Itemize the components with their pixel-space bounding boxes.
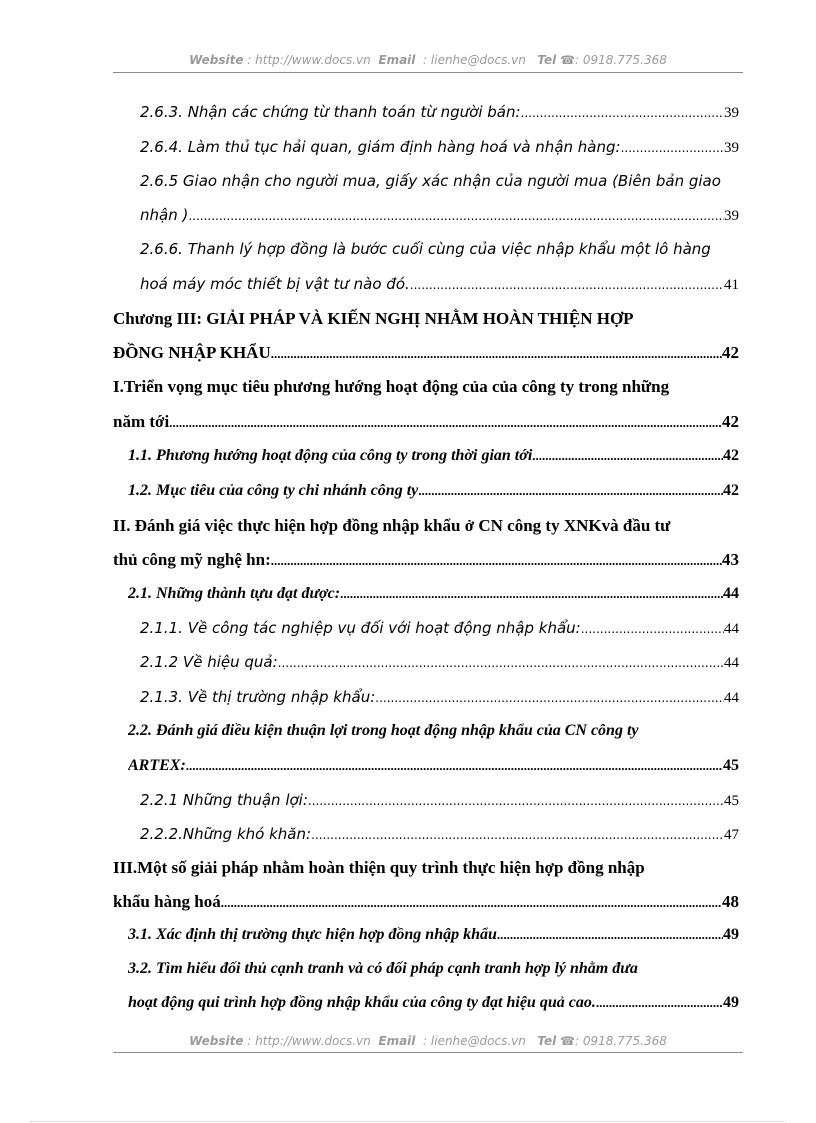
toc-entry[interactable] bbox=[140, 237, 739, 261]
toc-leader-dots bbox=[188, 204, 724, 227]
toc-entry-text: 3.2. Tìm hiểu đối thủ cạnh tranh và có đối pháp cạnh tranh hợp lý nhằm đưa bbox=[128, 960, 638, 977]
toc-leader-dots bbox=[418, 479, 723, 503]
toc-entry-text: Chương III: GIẢI PHÁP VÀ KIẾN NGHỊ NHẰM HOÀN THIỆN HỢP bbox=[113, 309, 634, 328]
toc-entry-text: nhận ) bbox=[140, 206, 189, 224]
toc-page-number: 44 bbox=[724, 690, 739, 706]
header-email-label: Email bbox=[378, 53, 416, 67]
toc-entry-text: 2.1.3. Về thị trường nhập khẩu: bbox=[140, 688, 376, 706]
toc-entry[interactable] bbox=[113, 375, 739, 399]
toc-page-number: 42 bbox=[722, 343, 739, 362]
toc-leader-dots bbox=[271, 342, 722, 365]
toc-leader-dots bbox=[340, 582, 723, 606]
toc-entry-text: 2.2. Đánh giá điều kiện thuận lợi trong hoạt động nhập khẩu của CN công ty bbox=[128, 722, 639, 739]
footer-website-label: Website bbox=[189, 1034, 244, 1048]
page-edge bbox=[30, 1121, 786, 1122]
toc-leader-dots bbox=[581, 617, 724, 640]
toc-entry[interactable] bbox=[140, 100, 739, 124]
footer-email-value[interactable]: : lienhe@docs.vn bbox=[423, 1034, 526, 1048]
toc-page-number: 45 bbox=[724, 793, 739, 809]
phone-icon: ☎ bbox=[560, 1034, 576, 1048]
toc-leader-dots bbox=[186, 754, 723, 778]
toc-page-number: 45 bbox=[723, 757, 739, 774]
toc-leader-dots bbox=[497, 923, 723, 947]
toc-leader-dots bbox=[532, 444, 723, 468]
toc-entry[interactable] bbox=[128, 754, 739, 778]
toc-entry-text: 2.1.1. Về công tác nghiệp vụ đối với hoạt động nhập khẩu: bbox=[140, 619, 581, 637]
toc-entry[interactable] bbox=[128, 719, 739, 743]
toc-entry[interactable] bbox=[113, 307, 739, 331]
toc-entry[interactable] bbox=[140, 135, 739, 159]
toc-page-number: 39 bbox=[724, 208, 739, 224]
toc-page-number: 44 bbox=[724, 655, 739, 671]
toc-page-number: 39 bbox=[724, 105, 739, 121]
toc-entry[interactable] bbox=[140, 203, 739, 227]
toc-entry[interactable] bbox=[140, 272, 739, 296]
toc-entry[interactable] bbox=[128, 582, 739, 606]
toc-entry-text: 2.2.2.Những khó khăn: bbox=[140, 825, 312, 843]
toc-entry[interactable] bbox=[140, 822, 739, 846]
toc-entry[interactable] bbox=[128, 444, 739, 468]
toc-entry-text: 2.6.3. Nhận các chứng từ thanh toán từ người bán: bbox=[140, 103, 521, 121]
toc-entry[interactable] bbox=[140, 616, 739, 640]
toc-leader-dots bbox=[311, 823, 724, 846]
toc-entry[interactable] bbox=[128, 991, 739, 1015]
toc-entry-text: 2.1. Những thành tựu đạt được: bbox=[128, 585, 341, 602]
toc-page-number: 48 bbox=[722, 892, 739, 911]
footer-website-value[interactable]: : http://www.docs.vn bbox=[247, 1034, 371, 1048]
toc-entry[interactable] bbox=[113, 341, 739, 365]
toc-leader-dots bbox=[375, 686, 724, 709]
toc-page-number: 49 bbox=[723, 994, 739, 1011]
toc-entry[interactable] bbox=[113, 410, 739, 434]
toc-entry[interactable] bbox=[140, 685, 739, 709]
toc-entry[interactable] bbox=[140, 169, 739, 193]
toc-entry-text: 2.1.2 Về hiệu quả: bbox=[140, 653, 278, 671]
footer-email-label: Email bbox=[378, 1034, 416, 1048]
toc-entry-text: khẩu hàng hoá bbox=[113, 892, 221, 911]
footer-tel-label: Tel bbox=[537, 1034, 557, 1048]
toc-leader-dots bbox=[271, 549, 722, 572]
toc-page-number: 42 bbox=[723, 482, 739, 499]
header-tel-value: : 0918.775.368 bbox=[575, 53, 667, 67]
toc-entry[interactable] bbox=[128, 479, 739, 503]
toc-entry-text: 2.6.5 Giao nhận cho người mua, giấy xác nhận của người mua (Biên bản giao bbox=[140, 172, 721, 190]
toc-entry-text: thủ công mỹ nghệ hn: bbox=[113, 550, 271, 569]
toc-entry[interactable] bbox=[128, 923, 739, 947]
footer-tel-value: : 0918.775.368 bbox=[575, 1034, 667, 1048]
toc-page-number: 42 bbox=[722, 412, 739, 431]
toc-page-number: 44 bbox=[723, 585, 739, 602]
toc-entry[interactable] bbox=[113, 890, 739, 914]
toc-entry-text: 2.6.6. Thanh lý hợp đồng là bước cuối cùng của việc nhập khẩu một lô hàng bbox=[140, 240, 711, 258]
toc-entry-text: I.Triển vọng mục tiêu phương hướng hoạt động của của công ty trong những bbox=[113, 377, 670, 396]
toc-entry-text: 2.2.1 Những thuận lợi: bbox=[140, 791, 308, 809]
toc-entry-text: ĐỒNG NHẬP KHẨU bbox=[113, 343, 271, 362]
toc-entry-text: năm tới bbox=[113, 412, 170, 431]
toc-leader-dots bbox=[308, 789, 724, 812]
toc-entry-text: II. Đánh giá việc thực hiện hợp đồng nhập khẩu ở CN công ty XNKvà đầu tư bbox=[113, 516, 671, 535]
footer-rule bbox=[113, 1052, 743, 1053]
header-website-value[interactable]: : http://www.docs.vn bbox=[247, 53, 371, 67]
phone-icon: ☎ bbox=[560, 53, 576, 67]
toc-page-number: 41 bbox=[724, 277, 739, 293]
toc-leader-dots bbox=[621, 136, 724, 159]
toc-entry-text: 1.2. Mục tiêu của công ty chi nhánh công ty bbox=[128, 482, 419, 499]
toc-entry-text: 1.1. Phương hướng hoạt động của công ty trong thời gian tới bbox=[128, 447, 533, 464]
toc-entry-text: 3.1. Xác định thị trường thực hiện hợp đồng nhập khẩu bbox=[128, 926, 497, 943]
toc-entry[interactable] bbox=[128, 957, 739, 981]
toc-leader-dots bbox=[521, 101, 724, 124]
toc-entry-text: hoá máy móc thiết bị vật tư nào đó. bbox=[140, 275, 410, 293]
toc-entry[interactable] bbox=[113, 514, 739, 538]
header-tel-label: Tel bbox=[537, 53, 557, 67]
toc-leader-dots bbox=[221, 891, 722, 914]
toc-leader-dots bbox=[596, 991, 723, 1015]
header-website-label: Website bbox=[189, 53, 244, 67]
toc-entry-text: III.Một số giải pháp nhằm hoàn thiện quy trình thực hiện hợp đồng nhập bbox=[113, 858, 645, 877]
toc-leader-dots bbox=[278, 651, 724, 674]
header-email-value[interactable]: : lienhe@docs.vn bbox=[423, 53, 526, 67]
toc-leader-dots bbox=[410, 273, 724, 296]
toc-entry[interactable] bbox=[113, 548, 739, 572]
toc-page-number: 47 bbox=[724, 827, 739, 843]
toc-entry-text: ARTEX: bbox=[128, 757, 186, 774]
toc-entry-text: 2.6.4. Làm thủ tục hải quan, giám định hàng hoá và nhận hàng: bbox=[140, 138, 621, 156]
toc-page-number: 49 bbox=[723, 926, 739, 943]
toc-leader-dots bbox=[169, 411, 722, 434]
toc-page-number: 42 bbox=[723, 447, 739, 464]
toc-page-number: 39 bbox=[724, 140, 739, 156]
toc-page-number: 43 bbox=[722, 550, 739, 569]
toc-page-number: 44 bbox=[724, 621, 739, 637]
page-footer bbox=[113, 1034, 743, 1048]
toc-entry[interactable] bbox=[113, 856, 739, 880]
toc-entry[interactable] bbox=[140, 788, 739, 812]
toc-entry[interactable] bbox=[140, 650, 739, 674]
toc-entry-text: hoạt động qui trình hợp đồng nhập khẩu của công ty đạt hiệu quả cao. bbox=[128, 994, 596, 1011]
